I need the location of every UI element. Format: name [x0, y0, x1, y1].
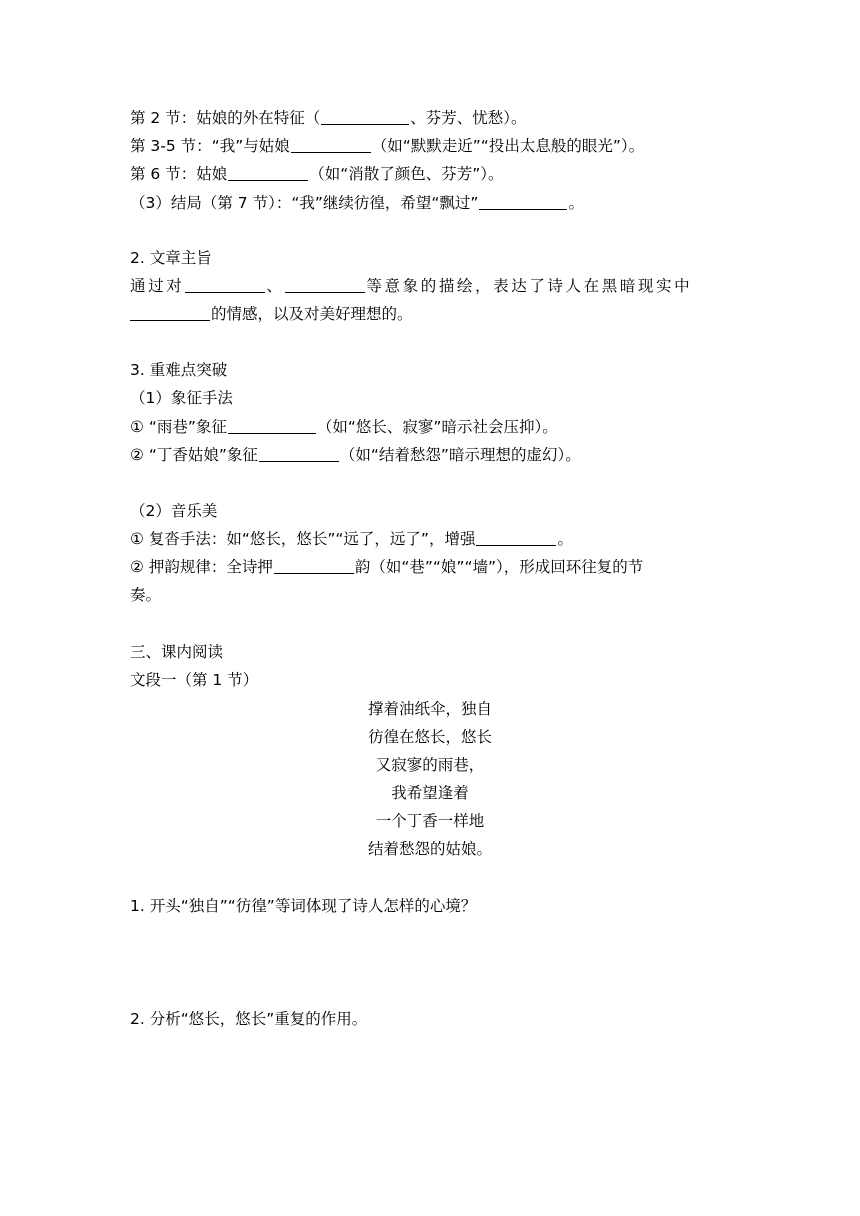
outline-line-4 — [130, 191, 584, 215]
blank[interactable] — [291, 136, 371, 153]
music-line-2-cont: 奏。 — [130, 586, 162, 604]
poem-line-6: 结着愁怨的姑娘。 — [367, 840, 492, 858]
text: 、 — [266, 277, 285, 295]
text: 。 — [568, 194, 584, 212]
blank[interactable] — [228, 417, 316, 434]
blank[interactable] — [476, 529, 556, 546]
key-heading: 3. 重难点突破 — [130, 361, 228, 379]
poem-line-2: 彷徨在悠长，悠长 — [367, 728, 492, 746]
text: 韵（如“巷”“娘”“墙”），形成回环往复的节 — [354, 558, 644, 576]
text: ② 押韵规律：全诗押 — [130, 558, 273, 576]
poem-line-3: 又寂寥的雨巷， — [375, 756, 485, 774]
blank[interactable] — [321, 108, 409, 125]
text: 第 2 节：姑娘的外在特征（ — [130, 109, 321, 127]
text: （如“悠长、寂寥”暗示社会压抑）。 — [316, 418, 558, 436]
music-line-1 — [130, 527, 573, 551]
outline-line-2 — [130, 134, 644, 158]
symbol-line-2 — [130, 443, 581, 467]
text: 第 6 节：姑娘 — [130, 165, 228, 183]
blank[interactable] — [130, 304, 210, 321]
theme-line-1 — [130, 274, 692, 298]
blank[interactable] — [285, 276, 365, 293]
theme-line-2 — [130, 302, 413, 326]
text: （如“结着愁怨”暗示理想的虚幻）。 — [339, 446, 581, 464]
text: ① “雨巷”象征 — [130, 418, 227, 436]
text: （如“默默走近”“投出太息般的眼光”）。 — [371, 137, 645, 155]
text: 的情感，以及对美好理想的。 — [211, 305, 413, 323]
poem-line-4: 我希望逢着 — [391, 784, 469, 802]
blank[interactable] — [228, 164, 308, 181]
outline-line-3 — [130, 162, 504, 186]
question-2: 2. 分析“悠长，悠长”重复的作用。 — [130, 1010, 368, 1028]
text: （如“消散了颜色、芬芳”）。 — [309, 165, 504, 183]
passage-title: 文段一（第 1 节） — [130, 671, 259, 689]
symbol-line-1 — [130, 415, 558, 439]
text: 。 — [557, 530, 573, 548]
text: 等意象的描绘，表达了诗人在黑暗现实中 — [366, 277, 693, 295]
blank[interactable] — [479, 193, 567, 210]
poem-line-5: 一个丁香一样地 — [375, 812, 485, 830]
theme-heading: 2. 文章主旨 — [130, 249, 212, 267]
reading-heading: 三、课内阅读 — [130, 643, 224, 661]
key-sub-2: （2）音乐美 — [130, 502, 218, 520]
outline-line-1 — [130, 106, 526, 130]
text: ② “丁香姑娘”象征 — [130, 446, 258, 464]
question-1: 1. 开头“独自”“彷徨”等词体现了诗人怎样的心境？ — [130, 897, 477, 915]
text: 通过对 — [130, 277, 185, 295]
text: 第 3-5 节：“我”与姑娘 — [130, 137, 290, 155]
blank[interactable] — [185, 276, 265, 293]
music-line-2 — [130, 555, 643, 579]
key-sub-1: （1）象征手法 — [130, 389, 233, 407]
text: ① 复沓手法：如“悠长，悠长”“远了，远了”，增强 — [130, 530, 476, 548]
text: 、芬芳、忧愁）。 — [410, 109, 527, 127]
poem-line-1: 撑着油纸伞，独自 — [367, 700, 492, 718]
blank[interactable] — [259, 445, 339, 462]
blank[interactable] — [274, 557, 354, 574]
text: （3）结局（第 7 节）：“我”继续彷徨，希望“飘过” — [130, 194, 479, 212]
